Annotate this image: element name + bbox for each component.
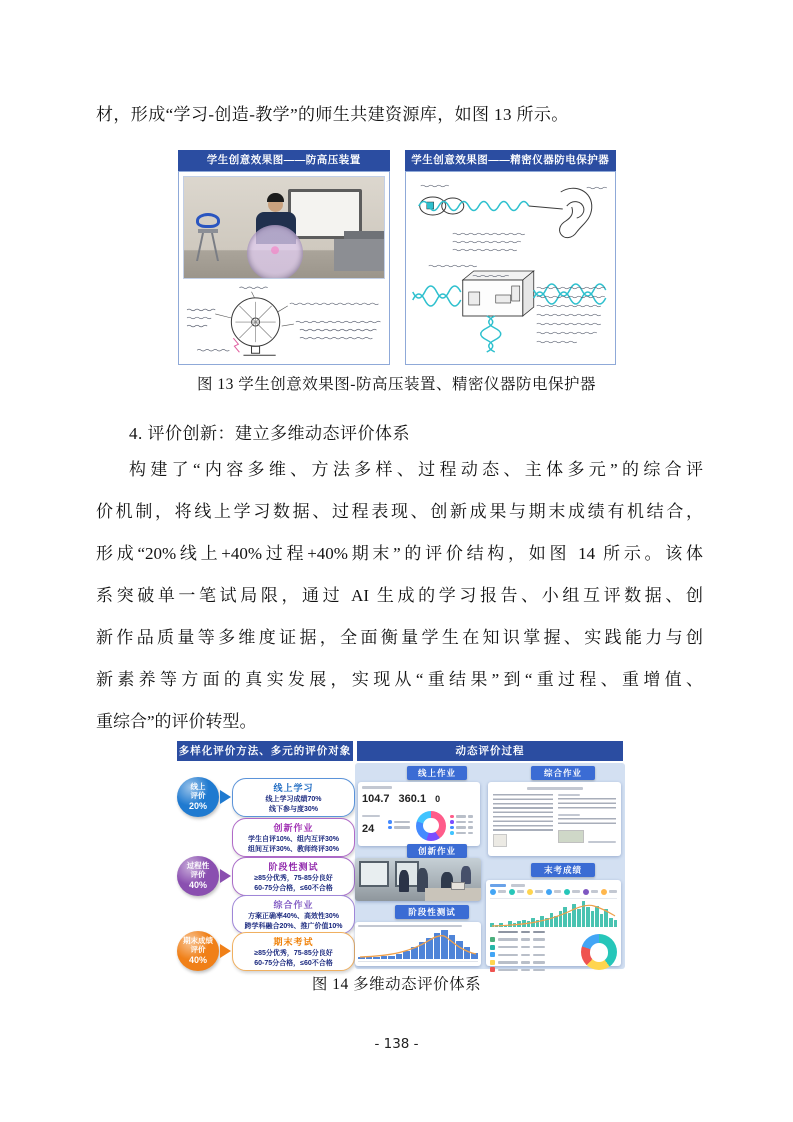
stage-test-chart [358,930,478,959]
doc-image-placeholder [493,834,507,847]
arrow-right-icon [220,869,231,883]
chart-title-placeholder [358,925,462,927]
chart-baseline [358,961,478,962]
tabs-placeholder [490,884,617,887]
box-line: ≥85分优秀，75-85分良好 [254,949,333,957]
table-header-placeholder [490,930,574,935]
online-learning-box [232,778,355,817]
method-row-online [177,777,355,817]
final-score-card [486,880,621,966]
window [359,861,389,887]
figure14-caption: 图 14 多维动态评价体系 [311,976,482,993]
student-demo-photo [183,176,385,279]
box-line: 方案正确率40%、高效性30% [247,913,340,920]
box-line: ≥85分优秀，75-85分良好 [254,874,333,882]
method-row-innovation [177,818,355,857]
desk-edge [344,231,385,239]
evaluation-process-panel [355,763,625,969]
arrow-right-icon [220,790,231,804]
method-row-final [177,931,355,971]
figure-14 [169,741,625,969]
student-silhouette [399,870,409,892]
innovation-homework-box [232,818,355,857]
comprehensive-homework-box [232,895,355,934]
equipment [451,882,465,890]
person-hair [267,193,284,202]
figure13-right-body [405,171,617,365]
divider [490,898,617,899]
innovation-homework-label: 创新作业 [407,844,467,858]
method-row-process [177,856,355,896]
stage-test-chart-card [355,922,481,966]
innovation-homework-photo [355,858,481,901]
section-heading: 4. 评价创新：建立多维动态评价体系 [129,424,410,443]
chair-back [196,213,220,228]
comprehensive-homework-doc [488,782,621,856]
paragraph-continuation: 材，形成“学习-创造-教学”的师生共建资源库，如图 13 所示。 [96,105,569,124]
stage-test-label: 阶段性测试 [395,905,469,919]
doc-heading-placeholder [558,814,580,816]
figure13-panel-left [178,150,390,365]
stat-value: 0 [435,793,441,804]
dashboard-lower [362,811,476,841]
chair-leg [196,233,204,261]
figure14-right-header: 动态评价过程 [357,741,623,761]
device-sketch [183,279,385,361]
dashboard-stats [362,793,476,805]
doc-text-block [558,798,616,811]
paragraph-line: 形成“20%线上+40%过程+40%期末”的评价结构，如图 14 所示。该体 [96,544,703,563]
box-line: 学生自评10%、组内互评30% [247,836,340,843]
figure13-left-header: 学生创意效果图——防高压装置 [178,150,390,171]
stage-test-bars [358,930,478,959]
final-exam-chart [490,901,617,927]
doc-title-placeholder [527,787,583,790]
doc-body [493,794,616,847]
dashboard-title-placeholder [362,786,392,789]
cabinet [334,239,385,271]
dashboard-legend-left [388,820,416,831]
plasma-ball [247,225,303,279]
doc-caption-placeholder [588,841,616,843]
figure13-panel-right [405,150,617,365]
online-homework-dashboard [358,782,480,846]
final-exam-box [232,932,355,971]
box-line: 跨学科融合20%、推广价值10% [244,923,343,930]
paragraph-line: 重综合”的评价转型。 [96,712,257,731]
doc-text-block [493,794,553,832]
figure13-caption: 图 13 学生创意效果图-防高压装置、精密仪器防电保护器 [197,376,596,393]
stat-value: 360.1 [398,792,427,805]
body-paragraph [96,449,703,743]
paragraph-line: 新作品质量等多维度证据，全面衡量学生在知识掌握、实践能力与创 [96,628,703,647]
final-eval-badge: 期末成绩 评价 40% [177,931,219,971]
process-eval-badge: 过程性 评价 40% [177,856,219,896]
box-title: 期末考试 [273,936,314,947]
figure-13 [178,150,616,365]
paragraph-line: 构建了“内容多维、方法多样、过程动态、主体多元”的综合评 [129,460,703,479]
score-summary [490,930,617,976]
doc-heading-placeholder [558,794,580,796]
box-line: 60-75分合格，≤60不合格 [254,884,333,892]
box-title: 创新作业 [273,823,314,833]
box-title: 综合作业 [273,900,314,910]
stat-label-placeholder [362,815,380,817]
score-stats-row [490,889,617,895]
stat-value: 24 [362,822,375,835]
score-table-rows [490,937,574,972]
online-donut-chart [416,811,446,841]
doc-text-block [558,818,616,827]
method-row-comprehensive [177,895,355,934]
doc-image-placeholder [558,830,584,843]
figure13-right-header: 学生创意效果图——精密仪器防电保护器 [405,150,617,171]
comprehensive-homework-label: 综合作业 [531,766,595,780]
box-line: 线上学习成绩70% [265,795,322,803]
score-donut-chart [581,934,617,970]
arrow-right-icon [220,944,231,958]
box-title: 阶段性测试 [268,861,319,872]
stat-value: 104.7 [362,792,390,805]
figure13-left-body [178,171,390,365]
paragraph-line: 价机制，将线上学习数据、过程表现、创新成果与期末成绩有机结合， [96,502,703,521]
stage-test-box [232,857,355,896]
paragraph-line: 新素养等方面的真实发展，实现从“重结果”到“重过程、重增值、 [96,670,703,689]
final-score-label: 末考成绩 [531,863,595,877]
box-line: 60-75分合格，≤60不合格 [254,959,333,967]
donut-legend [450,815,473,837]
page-number: - 138 - [374,1036,419,1052]
protector-sketch [410,176,612,360]
box-line: 组间互评30%、教师终评30% [247,846,340,853]
paragraph-line: 系突破单一笔试局限，通过 AI 生成的学习报告、小组互评数据、创 [96,586,703,605]
chair-leg [211,233,219,261]
final-exam-bars [490,901,617,927]
box-line: 线下参与度30% [268,805,318,813]
online-homework-label: 线上作业 [407,766,467,780]
figure14-left-header: 多样化评价方法、多元的评价对象 [177,741,353,761]
online-eval-badge: 线上 评价 20% [177,777,219,817]
box-title: 线上学习 [273,782,314,793]
